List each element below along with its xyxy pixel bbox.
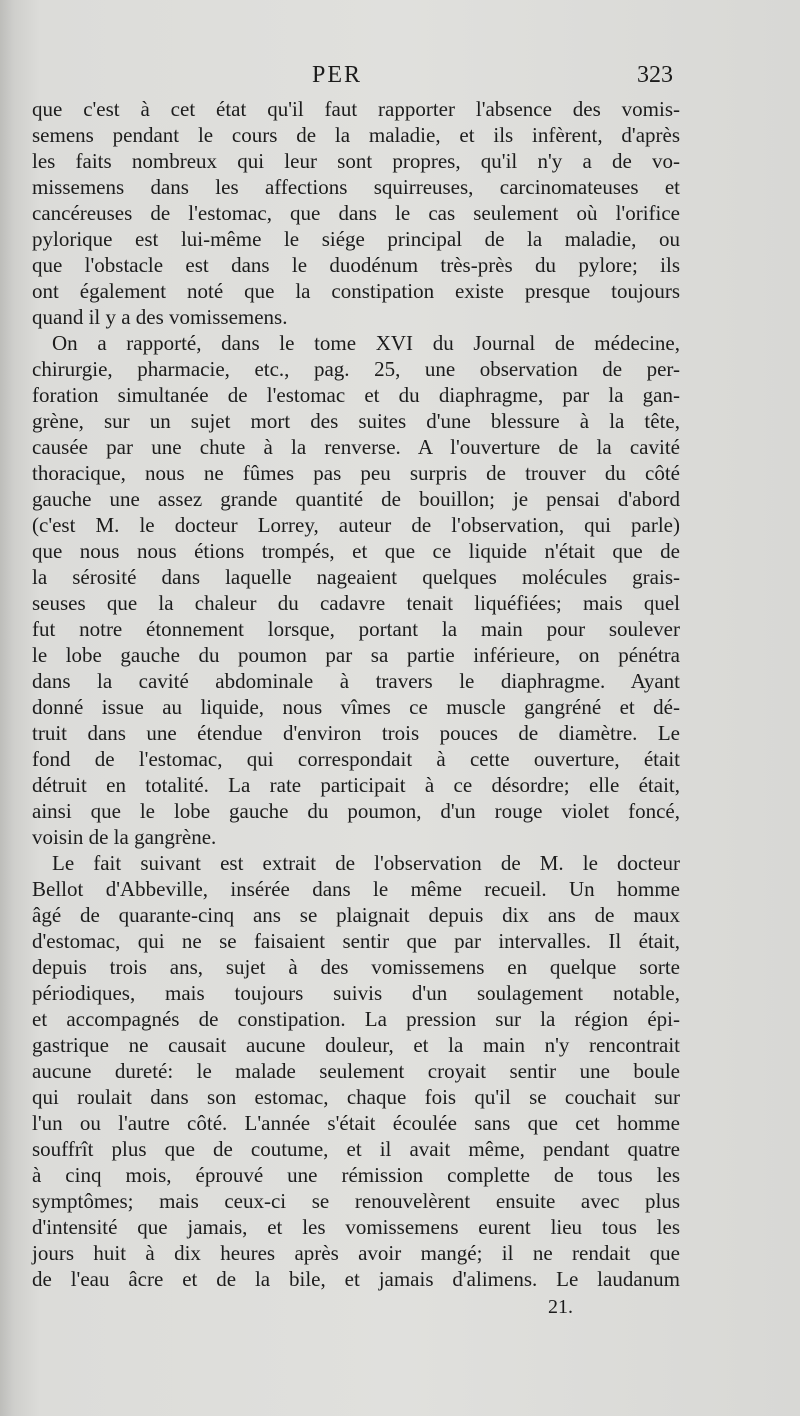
text-line: Le fait suivant est extrait de l'observation de M. le docteur <box>52 851 680 875</box>
text-line: semens pendant le cours de la maladie, et ils infèrent, d'après <box>32 123 680 147</box>
text-line: les faits nombreux qui leur sont propres, qu'il n'y a de vo- <box>32 149 680 173</box>
text-line: que nous nous étions trompés, et que ce liquide n'était que de <box>32 539 680 563</box>
text-line: grène, sur un sujet mort des suites d'une blessure à la tête, <box>32 409 680 433</box>
text-line: jours huit à dix heures après avoir mangé; il ne rendait que <box>32 1241 680 1265</box>
body-text <box>32 96 680 1292</box>
text-line: causée par une chute à la renverse. A l'ouverture de la cavité <box>32 435 680 459</box>
text-line: qui roulait dans son estomac, chaque fois qu'il se couchait sur <box>32 1085 680 1109</box>
text-line: quand il y a des vomissemens. <box>32 305 288 329</box>
text-line: dans la cavité abdominale à travers le diaphragme. Ayant <box>32 669 680 693</box>
text-line: et accompagnés de constipation. La pression sur la région épi- <box>32 1007 680 1031</box>
text-line: gastrique ne causait aucune douleur, et la main n'y rencontrait <box>32 1033 680 1057</box>
text-line: voisin de la gangrène. <box>32 825 217 849</box>
signature-mark: 21. <box>548 1296 573 1318</box>
text-line: symptômes; mais ceux-ci se renouvelèrent ensuite avec plus <box>32 1189 680 1213</box>
text-line: fond de l'estomac, qui correspondait à cette ouverture, était <box>32 747 680 771</box>
text-line: aucune dureté: le malade seulement croyait sentir une boule <box>32 1059 680 1083</box>
text-line: ainsi que le lobe gauche du poumon, d'un rouge violet foncé, <box>32 799 680 823</box>
text-line: chirurgie, pharmacie, etc., pag. 25, une observation de per- <box>32 357 680 381</box>
text-line: à cinq mois, éprouvé une rémission complette de tous les <box>32 1163 680 1187</box>
text-line: (c'est M. le docteur Lorrey, auteur de l'observation, qui parle) <box>32 513 680 537</box>
text-line: Bellot d'Abbeville, insérée dans le même recueil. Un homme <box>32 877 680 901</box>
text-line: donné issue au liquide, nous vîmes ce muscle gangréné et dé- <box>32 695 680 719</box>
text-line: On a rapporté, dans le tome XVI du Journal de médecine, <box>52 331 680 355</box>
page-header <box>0 62 800 96</box>
text-line: souffrît plus que de coutume, et il avait même, pendant quatre <box>32 1137 680 1161</box>
running-head: PER <box>312 62 363 88</box>
text-line: thoracique, nous ne fûmes pas peu surpris de trouver du côté <box>32 461 680 485</box>
paragraph <box>32 96 680 330</box>
text-line: fut notre étonnement lorsque, portant la main pour soulever <box>32 617 680 641</box>
text-line: gauche une assez grande quantité de bouillon; je pensai d'abord <box>32 487 680 511</box>
text-line: d'estomac, qui ne se faisaient sentir que par intervalles. Il était, <box>32 929 680 953</box>
text-line: missemens dans les affections squirreuses, carcinomateuses et <box>32 175 680 199</box>
text-line: périodiques, mais toujours suivis d'un soulagement notable, <box>32 981 680 1005</box>
text-line: que l'obstacle est dans le duodénum très-près du pylore; ils <box>32 253 680 277</box>
text-line: seuses que la chaleur du cadavre tenait liquéfiées; mais quel <box>32 591 680 615</box>
text-line: depuis trois ans, sujet à des vomissemens en quelque sorte <box>32 955 680 979</box>
page-number: 323 <box>637 62 673 88</box>
text-line: truit dans une étendue d'environ trois pouces de diamètre. Le <box>32 721 680 745</box>
text-line: détruit en totalité. La rate participait à ce désordre; elle était, <box>32 773 680 797</box>
text-line: foration simultanée de l'estomac et du diaphragme, par la gan- <box>32 383 680 407</box>
text-line: la sérosité dans laquelle nageaient quelques molécules grais- <box>32 565 680 589</box>
text-line: de l'eau âcre et de la bile, et jamais d'alimens. Le laudanum <box>32 1267 680 1291</box>
text-line: âgé de quarante-cinq ans se plaignait depuis dix ans de maux <box>32 903 680 927</box>
text-line: l'un ou l'autre côté. L'année s'était écoulée sans que cet homme <box>32 1111 680 1135</box>
text-line: cancéreuses de l'estomac, que dans le cas seulement où l'orifice <box>32 201 680 225</box>
text-line: que c'est à cet état qu'il faut rapporter l'absence des vomis- <box>32 97 680 121</box>
text-line: ont également noté que la constipation existe presque toujours <box>32 279 680 303</box>
paragraph <box>32 850 680 1292</box>
text-line: d'intensité que jamais, et les vomissemens eurent lieu tous les <box>32 1215 680 1239</box>
text-line: le lobe gauche du poumon par sa partie inférieure, on pénétra <box>32 643 680 667</box>
text-line: pylorique est lui-même le siége principal de la maladie, ou <box>32 227 680 251</box>
paragraph <box>32 330 680 850</box>
